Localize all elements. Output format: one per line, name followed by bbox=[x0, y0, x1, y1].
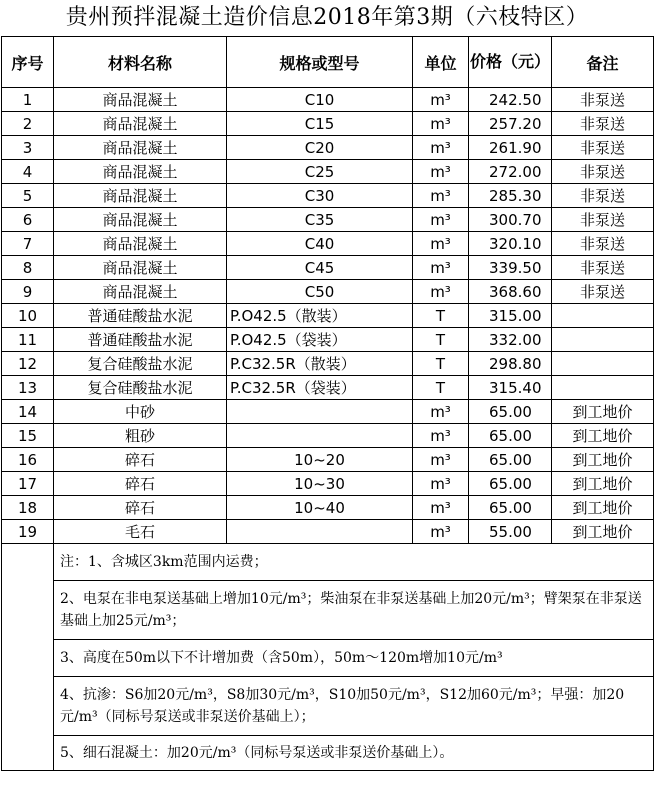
cell-name: 碎石 bbox=[54, 448, 227, 472]
table-row bbox=[2, 232, 654, 256]
cell-no: 16 bbox=[2, 448, 54, 472]
cell-price: 320.10 bbox=[469, 232, 552, 256]
cell-no: 5 bbox=[2, 184, 54, 208]
table-row bbox=[2, 496, 654, 520]
cell-name: 毛石 bbox=[54, 520, 227, 544]
cell-name: 普通硅酸盐水泥 bbox=[54, 304, 227, 328]
cell-remark: 非泵送 bbox=[552, 112, 654, 136]
cell-remark: 非泵送 bbox=[552, 232, 654, 256]
cell-no: 9 bbox=[2, 280, 54, 304]
cell-unit: m³ bbox=[413, 184, 469, 208]
table-row bbox=[2, 424, 654, 448]
cell-spec bbox=[227, 400, 413, 424]
cell-remark: 到工地价 bbox=[552, 424, 654, 448]
cell-spec: 10~40 bbox=[227, 496, 413, 520]
table-row bbox=[2, 256, 654, 280]
cell-unit: T bbox=[413, 376, 469, 400]
cell-name: 粗砂 bbox=[54, 424, 227, 448]
cell-price: 315.00 bbox=[469, 304, 552, 328]
cell-no: 17 bbox=[2, 472, 54, 496]
cell-name: 商品混凝土 bbox=[54, 88, 227, 112]
cell-no: 19 bbox=[2, 520, 54, 544]
cell-price: 65.00 bbox=[469, 496, 552, 520]
cell-remark: 非泵送 bbox=[552, 160, 654, 184]
cell-spec: C45 bbox=[227, 256, 413, 280]
cell-remark bbox=[552, 304, 654, 328]
cell-name: 商品混凝土 bbox=[54, 208, 227, 232]
table-row bbox=[2, 472, 654, 496]
cell-remark: 到工地价 bbox=[552, 472, 654, 496]
cell-no: 2 bbox=[2, 112, 54, 136]
cell-no: 11 bbox=[2, 328, 54, 352]
cell-no: 13 bbox=[2, 376, 54, 400]
note-5: 5、细石混凝土：加20元/m³（同标号泵送或非泵送价基础上）。 bbox=[54, 736, 654, 771]
cell-no: 7 bbox=[2, 232, 54, 256]
cell-price: 65.00 bbox=[469, 472, 552, 496]
table-row bbox=[2, 520, 654, 544]
header-unit: 单位 bbox=[413, 37, 469, 88]
header-no: 序号 bbox=[2, 37, 54, 88]
table-row bbox=[2, 352, 654, 376]
cell-spec: P.O42.5（袋装） bbox=[227, 328, 413, 352]
cell-unit: m³ bbox=[413, 232, 469, 256]
cell-price: 332.00 bbox=[469, 328, 552, 352]
cell-price: 315.40 bbox=[469, 376, 552, 400]
cell-remark bbox=[552, 352, 654, 376]
cell-unit: m³ bbox=[413, 400, 469, 424]
cell-price: 368.60 bbox=[469, 280, 552, 304]
cell-unit: m³ bbox=[413, 256, 469, 280]
cell-spec: C50 bbox=[227, 280, 413, 304]
cell-spec: C40 bbox=[227, 232, 413, 256]
cell-name: 中砂 bbox=[54, 400, 227, 424]
cell-price: 65.00 bbox=[469, 424, 552, 448]
cell-spec bbox=[227, 520, 413, 544]
cell-name: 商品混凝土 bbox=[54, 280, 227, 304]
cell-unit: m³ bbox=[413, 448, 469, 472]
table-row bbox=[2, 400, 654, 424]
cell-no: 15 bbox=[2, 424, 54, 448]
cell-price: 298.80 bbox=[469, 352, 552, 376]
price-table bbox=[1, 36, 654, 771]
cell-no: 6 bbox=[2, 208, 54, 232]
cell-name: 商品混凝土 bbox=[54, 160, 227, 184]
cell-name: 商品混凝土 bbox=[54, 256, 227, 280]
table-row bbox=[2, 208, 654, 232]
cell-spec: C15 bbox=[227, 112, 413, 136]
table-row bbox=[2, 304, 654, 328]
cell-spec: P.C32.5R（袋装） bbox=[227, 376, 413, 400]
cell-unit: T bbox=[413, 352, 469, 376]
cell-no: 4 bbox=[2, 160, 54, 184]
cell-price: 339.50 bbox=[469, 256, 552, 280]
cell-price: 261.90 bbox=[469, 136, 552, 160]
cell-spec: C35 bbox=[227, 208, 413, 232]
header-spec: 规格或型号 bbox=[227, 37, 413, 88]
cell-spec: C10 bbox=[227, 88, 413, 112]
cell-name: 碎石 bbox=[54, 496, 227, 520]
cell-spec: 10~30 bbox=[227, 472, 413, 496]
cell-remark: 到工地价 bbox=[552, 400, 654, 424]
cell-price: 257.20 bbox=[469, 112, 552, 136]
table-row bbox=[2, 280, 654, 304]
cell-no: 14 bbox=[2, 400, 54, 424]
cell-name: 普通硅酸盐水泥 bbox=[54, 328, 227, 352]
cell-unit: m³ bbox=[413, 160, 469, 184]
cell-unit: m³ bbox=[413, 88, 469, 112]
cell-no: 3 bbox=[2, 136, 54, 160]
cell-spec: P.O42.5（散装） bbox=[227, 304, 413, 328]
table-body bbox=[2, 88, 654, 544]
cell-remark: 非泵送 bbox=[552, 184, 654, 208]
cell-no: 18 bbox=[2, 496, 54, 520]
cell-unit: m³ bbox=[413, 136, 469, 160]
cell-remark: 到工地价 bbox=[552, 448, 654, 472]
cell-spec: C20 bbox=[227, 136, 413, 160]
cell-name: 复合硅酸盐水泥 bbox=[54, 376, 227, 400]
cell-name: 商品混凝土 bbox=[54, 112, 227, 136]
table-row bbox=[2, 136, 654, 160]
cell-no: 12 bbox=[2, 352, 54, 376]
cell-remark bbox=[552, 376, 654, 400]
cell-remark: 非泵送 bbox=[552, 88, 654, 112]
page-title: 贵州预拌混凝土造价信息2018年第3期（六枝特区） bbox=[65, 5, 589, 30]
cell-spec: 10~20 bbox=[227, 448, 413, 472]
cell-price: 272.00 bbox=[469, 160, 552, 184]
notes-section bbox=[2, 544, 654, 771]
cell-price: 242.50 bbox=[469, 88, 552, 112]
cell-remark bbox=[552, 328, 654, 352]
cell-no: 1 bbox=[2, 88, 54, 112]
header-price: 价格（元） bbox=[469, 37, 552, 88]
cell-price: 65.00 bbox=[469, 400, 552, 424]
cell-unit: m³ bbox=[413, 520, 469, 544]
table-row bbox=[2, 448, 654, 472]
cell-remark: 非泵送 bbox=[552, 256, 654, 280]
header-remark: 备注 bbox=[552, 37, 654, 88]
header-row bbox=[2, 37, 654, 88]
cell-remark: 非泵送 bbox=[552, 208, 654, 232]
cell-remark: 非泵送 bbox=[552, 136, 654, 160]
cell-price: 65.00 bbox=[469, 448, 552, 472]
cell-price: 300.70 bbox=[469, 208, 552, 232]
cell-no: 10 bbox=[2, 304, 54, 328]
table-row bbox=[2, 328, 654, 352]
table-row bbox=[2, 376, 654, 400]
note-3: 3、高度在50m以下不计增加费（含50m），50m～120m增加10元/m³ bbox=[54, 640, 654, 677]
cell-unit: m³ bbox=[413, 208, 469, 232]
cell-remark: 非泵送 bbox=[552, 280, 654, 304]
cell-price: 55.00 bbox=[469, 520, 552, 544]
cell-spec: C25 bbox=[227, 160, 413, 184]
cell-name: 商品混凝土 bbox=[54, 136, 227, 160]
cell-name: 复合硅酸盐水泥 bbox=[54, 352, 227, 376]
cell-name: 商品混凝土 bbox=[54, 232, 227, 256]
table-row bbox=[2, 184, 654, 208]
cell-spec: C30 bbox=[227, 184, 413, 208]
cell-name: 商品混凝土 bbox=[54, 184, 227, 208]
cell-unit: m³ bbox=[413, 280, 469, 304]
note-2: 2、电泵在非电泵送基础上增加10元/m³；柴油泵在非泵送基础上加20元/m³；臂架泵在非泵送基础上加25元/m³； bbox=[54, 581, 654, 640]
note-1: 注：1、含城区3km范围内运费； bbox=[54, 544, 654, 581]
table-row bbox=[2, 88, 654, 112]
note-4: 4、抗渗：S6加20元/m³，S8加30元/m³，S10加50元/m³，S12加60元/m³；早强：加20元/m³（同标号泵送或非泵送价基础上）； bbox=[54, 677, 654, 736]
cell-remark: 到工地价 bbox=[552, 520, 654, 544]
cell-unit: T bbox=[413, 328, 469, 352]
table-row bbox=[2, 160, 654, 184]
cell-no: 8 bbox=[2, 256, 54, 280]
cell-unit: m³ bbox=[413, 112, 469, 136]
table-row bbox=[2, 112, 654, 136]
cell-spec bbox=[227, 424, 413, 448]
cell-spec: P.C32.5R（散装） bbox=[227, 352, 413, 376]
cell-unit: T bbox=[413, 304, 469, 328]
notes-blank-cell bbox=[2, 544, 54, 771]
cell-price: 285.30 bbox=[469, 184, 552, 208]
cell-unit: m³ bbox=[413, 424, 469, 448]
cell-unit: m³ bbox=[413, 496, 469, 520]
cell-unit: m³ bbox=[413, 472, 469, 496]
cell-name: 碎石 bbox=[54, 472, 227, 496]
cell-remark: 到工地价 bbox=[552, 496, 654, 520]
header-name: 材料名称 bbox=[54, 37, 227, 88]
